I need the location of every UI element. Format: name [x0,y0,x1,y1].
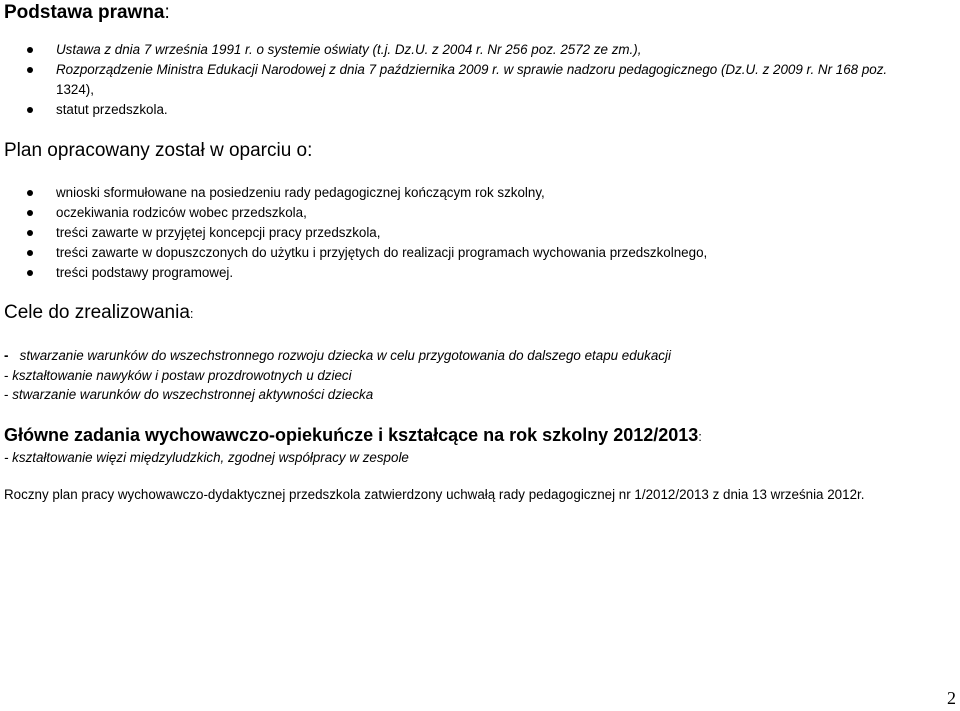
goals-heading-colon: : [189,306,194,321]
legal-basis-heading-colon: : [164,2,170,23]
plan-basis-item-text: treści zawarte w przyjętej koncepcji pracy przedszkola, [56,225,381,240]
list-item [0,183,707,203]
approval-note: Roczny plan pracy wychowawczo-dydaktycznej przedszkola zatwierdzony uchwałą rady pedagogicznej nr 1/2012/2013 z dnia 13 września 2012r. [4,487,865,502]
goal-text: kształtowanie nawyków i postaw prozdrowotnych u dzieci [12,368,352,383]
plan-basis-item-text: treści podstawy programowej. [56,265,234,280]
main-tasks-item: - kształtowanie więzi międzyludzkich, zgodnej współpracy w zespole [4,450,409,465]
list-item [0,40,887,60]
list-item [0,223,707,243]
legal-basis-item-text: 1324), [56,82,94,97]
goal-dash: - [4,348,9,363]
goal-dash: - [4,387,9,402]
plan-basis-heading: Plan opracowany został w oparciu o: [4,140,313,161]
bullet-icon [27,210,33,216]
list-item-continuation [0,80,887,100]
legal-basis-list [0,40,887,120]
goal-dash: - [4,368,9,383]
list-item [0,60,887,80]
goal-row [4,348,671,363]
bullet-icon [27,250,33,256]
main-tasks-heading-text: Główne zadania wychowawczo-opiekuńcze i kształcące na rok szkolny 2012/2013 [4,425,699,445]
bullet-icon [27,47,33,53]
goal-text: stwarzanie warunków do wszechstronnej aktywności dziecka [12,387,374,402]
bullet-icon [27,270,33,276]
legal-basis-heading [4,2,170,24]
plan-basis-item-text: wnioski sformułowane na posiedzeniu rady pedagogicznej kończącym rok szkolny, [56,185,545,200]
bullet-icon [27,190,33,196]
goals-heading [4,302,194,324]
page-number: 2 [947,688,956,708]
goal-row [4,368,352,383]
list-item [0,243,707,263]
legal-basis-item-text: Rozporządzenie Ministra Edukacji Narodowej z dnia 7 października 2009 r. w sprawie nadzoru pedagogicznego (Dz.U. z 2009 r. Nr 168 poz. [56,62,888,77]
bullet-icon [27,67,33,73]
list-item [0,100,887,120]
plan-basis-item-text: oczekiwania rodziców wobec przedszkola, [56,205,307,220]
bullet-icon [27,107,33,113]
goal-row [4,387,373,402]
goals-heading-text: Cele do zrealizowania [4,302,190,323]
list-item [0,263,707,283]
plan-basis-item-text: treści zawarte w dopuszczonych do użytku i przyjętych do realizacji programach wychowania przedszkolnego, [56,245,708,260]
legal-basis-item-text: Ustawa z dnia 7 września 1991 r. o systemie oświaty (t.j. Dz.U. z 2004 r. Nr 256 poz. 2572 ze zm.), [56,42,642,57]
bullet-icon [27,230,33,236]
goal-text: stwarzanie warunków do wszechstronnego rozwoju dziecka w celu przygotowania do dalszego etapu edukacji [19,348,671,363]
main-tasks-heading [4,425,702,446]
list-item [0,203,707,223]
main-tasks-heading-colon: : [698,429,702,444]
legal-basis-item-text: statut przedszkola. [56,102,168,117]
legal-basis-heading-text: Podstawa prawna [4,2,165,23]
plan-basis-list [0,183,707,283]
